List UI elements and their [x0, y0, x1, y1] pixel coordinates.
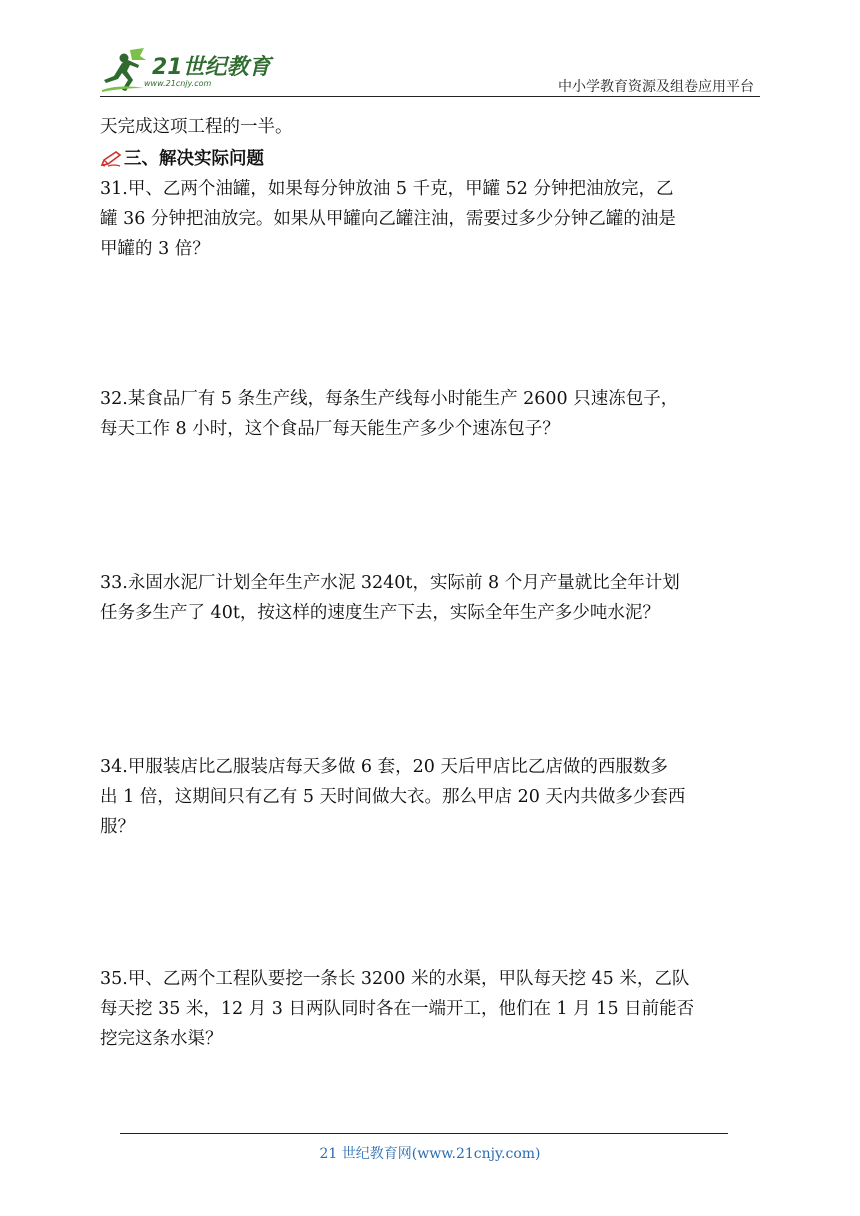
- question-line: 任务多生产了 40t，按这样的速度生产下去，实际全年生产多少吨水泥？: [100, 603, 660, 623]
- question-line: 33.永固水泥厂计划全年生产水泥 3240t，实际前 8 个月产量就比全年计划: [100, 573, 680, 593]
- document-body: [100, 112, 760, 1049]
- pencil-icon: [100, 150, 122, 168]
- section-heading: [100, 144, 760, 174]
- page-header: [100, 40, 760, 98]
- question-line: 32.某食品厂有 5 条生产线，每条生产线每小时能生产 2600 只速冻包子，: [100, 389, 679, 409]
- logo-url-text: www.21cnjy.com: [144, 79, 212, 88]
- question-line: 31.甲、乙两个油罐，如果每分钟放油 5 千克，甲罐 52 分钟把油放完，乙: [100, 179, 674, 199]
- site-logo[interactable]: [100, 46, 280, 94]
- section-title: 三、解决实际问题: [124, 149, 264, 169]
- question-line: 34.甲服装店比乙服装店每天多做 6 套，20 天后甲店比乙店做的西服数多: [100, 757, 668, 777]
- header-divider: [100, 96, 760, 97]
- footer-link[interactable]: 21 世纪教育网(www.21cnjy.com): [319, 1146, 541, 1162]
- question-line: 甲罐的 3 倍？: [100, 239, 210, 259]
- question-35: [100, 964, 694, 1054]
- question-31: [100, 174, 760, 264]
- question-line: 挖完这条水渠？: [100, 1029, 223, 1049]
- question-34: [100, 752, 685, 842]
- question-line: 35.甲、乙两个工程队要挖一条长 3200 米的水渠，甲队每天挖 45 米，乙队: [100, 969, 690, 989]
- question-line: 每天挖 35 米，12 月 3 日两队同时各在一端开工，他们在 1 月 15 日前能否: [100, 999, 695, 1019]
- logo-brand-text: 21世纪教育: [152, 55, 271, 80]
- question-line: 服？: [100, 817, 135, 837]
- question-line: 罐 36 分钟把油放完。如果从甲罐向乙罐注油，需要过多少分钟乙罐的油是: [100, 209, 676, 229]
- question-32: [100, 384, 678, 444]
- footer-divider: [120, 1133, 728, 1134]
- question-line: 每天工作 8 小时，这个食品厂每天能生产多少个速冻包子？: [100, 419, 560, 439]
- question-line: 出 1 倍，这期间只有乙有 5 天时间做大衣。那么甲店 20 天内共做多少套西: [100, 787, 686, 807]
- header-tagline: 中小学教育资源及组卷应用平台: [558, 79, 754, 95]
- carryover-line: 天完成这项工程的一半。: [100, 117, 293, 137]
- question-33: [100, 568, 680, 628]
